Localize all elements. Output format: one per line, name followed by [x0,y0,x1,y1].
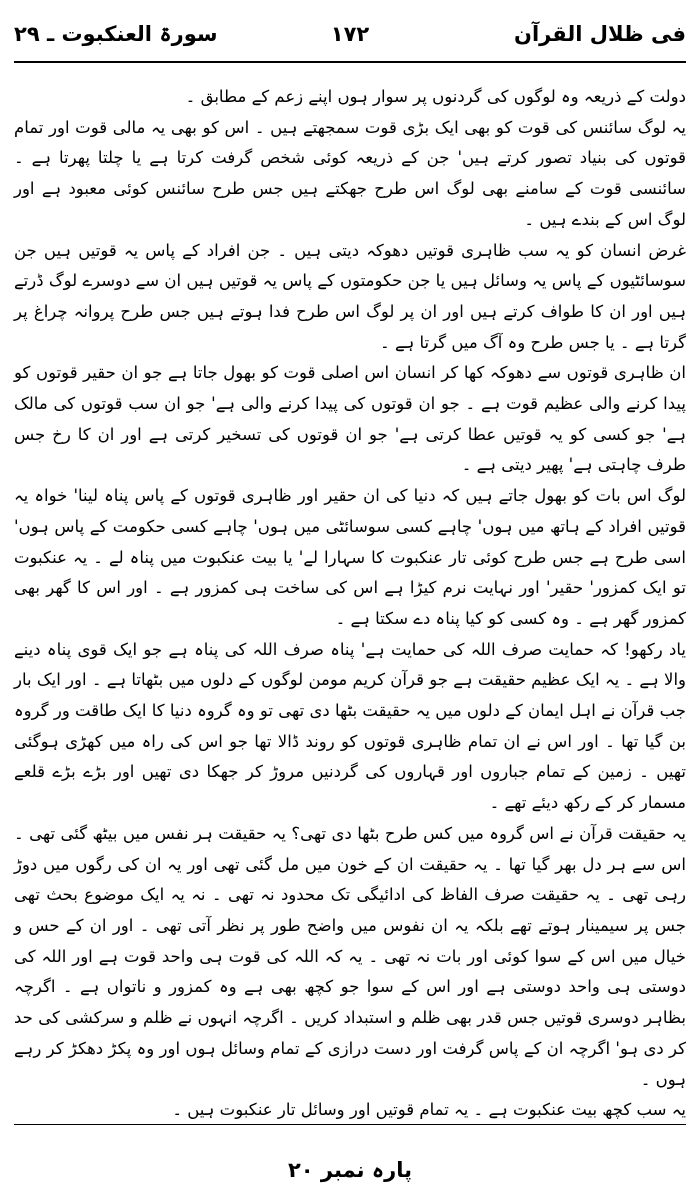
page-body [14,82,686,1126]
paragraph: ان ظاہری قوتوں سے دھوکہ کھا کر انسان اس اصلی قوت کو بھول جاتا ہے جو ان حقیر قوتوں کو پیدا کرنے والی عظیم قوت ہے ۔ جو ان قوتوں کی پیدا کرنے والی ہے' جو ان سب قوتوں کی مالک ہے' جو کسی کو یہ قوتیں عطا کرتی ہے' جو ان قوتوں کی تسخیر کرتی ہے اور ان کا رخ جس طرف چاہتی ہے' پھیر دیتی ہے ۔ [14,363,686,475]
page-header [14,22,686,62]
paragraph: دولت کے ذریعہ وہ لوگوں کی گردنوں پر سوار ہوں اپنے زعم کے مطابق ۔ [185,87,686,106]
page-number: ۱۷۲ [330,22,370,46]
footer-rule [14,1124,686,1125]
paragraph: غرض انسان کو یہ سب ظاہری قوتیں دھوکہ دیتی ہیں ۔ جن افراد کے پاس یہ قوتیں ہیں جن سوسائٹیوں کے پاس یہ وسائل ہیں یا جن حکومتوں کے پاس یہ قوتیں ہیں ان سے دوسرے لوگ ڈرتے ہیں اور ان کا طواف کرتے ہیں اور ان پر لوگ اس طرح فدا ہوتے ہیں جس طرح پروانہ چراغ پر گرتا ہے ۔ یا جس طرح وہ آگ میں گرتا ہے ۔ [14,240,686,352]
book-title: فی ظلال القرآن [514,22,686,46]
paragraph: یہ سب کچھ بیت عنکبوت ہے ۔ یہ تمام قوتیں اور وسائل تار عنکبوت ہیں ۔ [172,1100,686,1120]
paragraph: یہ لوگ سائنس کی قوت کو بھی ایک بڑی قوت سمجھتے ہیں ۔ اس کو بھی یہ مالی قوت اور تمام قوتوں کی بنیاد تصور کرتے ہیں' جن کے ذریعہ کوئی شخص گرفت کرتا ہے یا چلتا پھرتا ہے ۔ سائنسی قوت کے سامنے بھی لوگ اس طرح جھکتے ہیں جس طرح سائنس کوئی معبود ہے اور لوگ اس کے بندے ہیں ۔ [14,117,686,229]
paragraph: یہ حقیقت قرآن نے اس گروہ میں کس طرح بٹھا دی تھی؟ یہ حقیقت ہر نفس میں بیٹھ گئی تھی ۔ اس سے ہر دل بھر گیا تھا ۔ یہ حقیقت ان کے خون میں مل گئی تھی اور یہ ان کی رگوں میں دوڑ رہی تھی ۔ یہ حقیقت صرف الفاظ کی ادائیگی تک محدود نہ تھی ۔ نہ یہ ایک موضوع بحث تھی جس پر سیمینار ہوتے تھے بلکہ یہ ان نفوس میں واضح طور پر نظر آتی تھی ۔ اور ان کے حس و خیال میں اس کے سوا کوئی اور بات نہ تھی ۔ یہ کہ اللہ کی قوت ہی واحد قوت ہے اور اللہ کی دوستی ہی واحد دوستی ہے اور اس کے سوا جو کچھ بھی ہے وہ کمزور و ناتواں ہے ۔ اگرچہ بظاہر دوسری قوتیں جس قدر بھی ظلم و استبداد کریں ۔ اگرچہ انہوں نے ظلم و سرکشی کی حد کر دی ہو' اگرچہ ان کے پاس گرفت اور دست درازی کے تمام وسائل ہوں اور وہ پکڑ دھکڑ کر رہے ہوں ۔ [14,823,686,1089]
header-rule [14,61,686,63]
surah-title: سورۃ العنکبوت ـ ۲۹ [14,22,218,46]
paragraph: یاد رکھو! کہ حمایت صرف اللہ کی حمایت ہے' پناہ صرف اللہ کی پناہ ہے جو ایک قوی پناہ دینے والا ہے ۔ یہ ایک عظیم حقیقت ہے جو قرآن کریم مومن لوگوں کے دلوں میں بٹھاتا ہے ۔ اور ایک بار جب قرآن نے اہل ایمان کے دلوں میں یہ حقیقت بٹھا دی تھی تو وہ گروہ دنیا کا ایک طاقت ور گروہ بن گیا تھا ۔ اور اس نے ان تمام ظاہری قوتوں کو روند ڈالا تھا جو اس کی راہ میں کھڑی ہوگئی تھیں ۔ زمین کے تمام جباروں اور قہاروں کی گردنیں مروڑ کر جھکا دی تھیں اور بڑے بڑے قلعے مسمار کر کے رکھ دیئے تھے ۔ [14,639,686,813]
part-label: پارہ نمبر ۲۰ [287,1158,413,1182]
paragraph: لوگ اس بات کو بھول جاتے ہیں کہ دنیا کی ان حقیر اور ظاہری قوتوں کے پاس پناہ لینا' خواہ یہ قوتیں افراد کے ہاتھ میں ہوں' چاہے کسی سوسائٹی میں ہوں' چاہے کسی حکومت کے پاس ہوں' اسی طرح ہے جس طرح کوئی تار عنکبوت کا سہارا لے' یا بیت عنکبوت میں پناہ لے ۔ یہ عنکبوت تو ایک کمزور' حقیر' اور نہایت نرم کیڑا ہے اس کی ساخت ہی کمزور ہے ۔ اور اس کا گھر بھی کمزور گھر ہے ۔ وہ کسی کو کیا پناہ دے سکتا ہے ۔ [14,486,686,628]
